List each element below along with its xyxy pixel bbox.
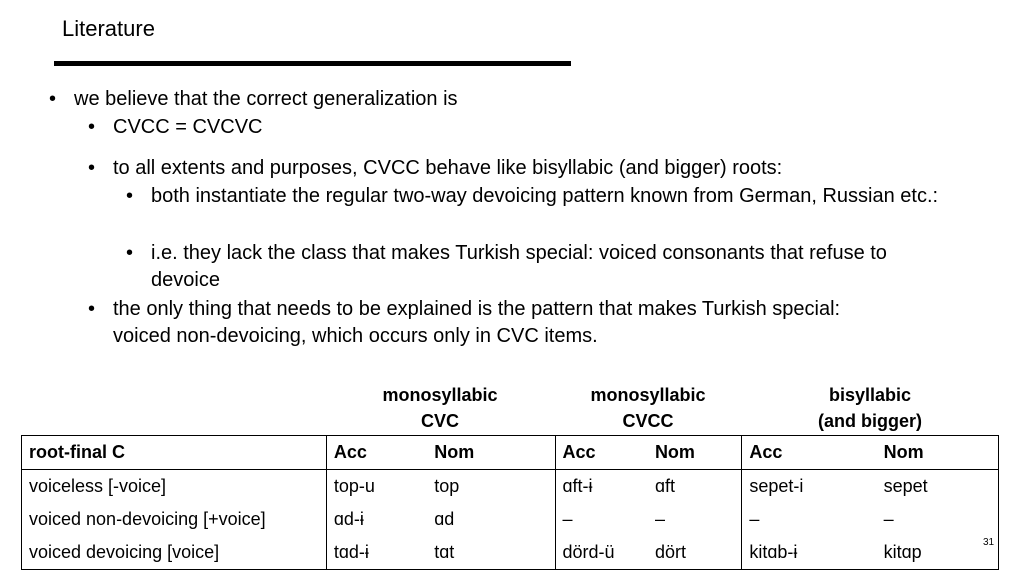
table-cell: ɑft [654,476,675,496]
bullet-dot-icon: • [126,185,134,207]
column-group-line1: bisyllabic [828,385,912,405]
bullet-text: i.e. they lack the class that makes Turkish special: voiced consonants that refuse to devoice [151,242,887,291]
table-cell: – [742,503,877,536]
table-cell: – [555,503,648,536]
column-group-header [350,382,530,434]
table-header-cell: Acc [555,436,648,470]
column-group-line2: CVCC [622,411,674,431]
table-row [22,470,999,504]
bullet-item [88,155,933,182]
table-cell: kitɑb-ɨ [742,536,877,570]
table-cell: sepet-i [742,470,877,504]
table-cell: ɑd-ɨ [326,503,427,536]
table-header-cell: Acc [326,436,427,470]
bullet-dot-icon: • [126,242,134,264]
table-cell: voiced non-devoicing [+voice] [29,509,266,529]
bullet-dot-icon: • [88,116,96,138]
bullet-item [49,86,458,113]
table-cell: sepet [883,476,928,496]
bullet-text: the only thing that needs to be explained is the pattern that makes Turkish special: voiced non-devoicing, which occurs only in CVC items. [113,298,841,347]
bullet-text: both instantiate the regular two-way devoicing pattern known from German, Russian etc.: [151,185,939,207]
table-cell: kitɑp [883,542,922,562]
table-header-row [22,436,999,470]
table-cell: dörd-ü [555,536,648,570]
table-cell: tɑd-ɨ [326,536,427,570]
table-cell: top [434,476,460,496]
column-group-line1: monosyllabic [590,385,706,405]
bullet-dot-icon: • [49,88,57,110]
column-group-line2: CVC [420,411,459,431]
table-header-cell: Acc [742,436,877,470]
bullet-item [88,296,903,350]
page-number: 31 [983,537,995,548]
bullet-dot-icon: • [88,157,96,179]
bullet-text: to all extents and purposes, CVCC behave like bisyllabic (and bigger) roots: [113,157,783,179]
column-group-line1: monosyllabic [382,385,498,405]
table-cell: – [654,509,665,529]
table-header-cell: Nom [427,436,555,470]
table-cell: tɑt [434,542,455,562]
table-cell: voiceless [-voice] [29,476,167,496]
bullet-item [88,114,933,141]
column-group-line2: (and bigger) [818,411,922,431]
column-group-header [558,382,738,434]
slide-title: Literature [62,16,155,41]
table-header-cell: Nom [648,436,742,470]
table-header-cell: root-final C [22,436,327,470]
title-underline [54,61,571,66]
table-cell: ɑd [434,509,455,529]
table-header-cell: Nom [877,436,999,470]
table-cell: voiced devoicing [voice] [29,542,220,562]
table-row [22,536,999,570]
table-cell: dört [654,542,686,562]
bullet-item [126,183,941,210]
bullet-dot-icon: • [88,298,96,320]
column-group-header [780,382,960,434]
table-cell: ɑft-ɨ [555,470,648,504]
devoicing-table [21,435,999,570]
bullet-item [126,240,931,294]
table-row [22,503,999,536]
bullet-text: we believe that the correct generalization is [74,88,458,110]
table-cell: – [883,509,894,529]
table-cell: top-u [326,470,427,504]
bullet-text: CVCC = CVCVC [113,116,263,138]
